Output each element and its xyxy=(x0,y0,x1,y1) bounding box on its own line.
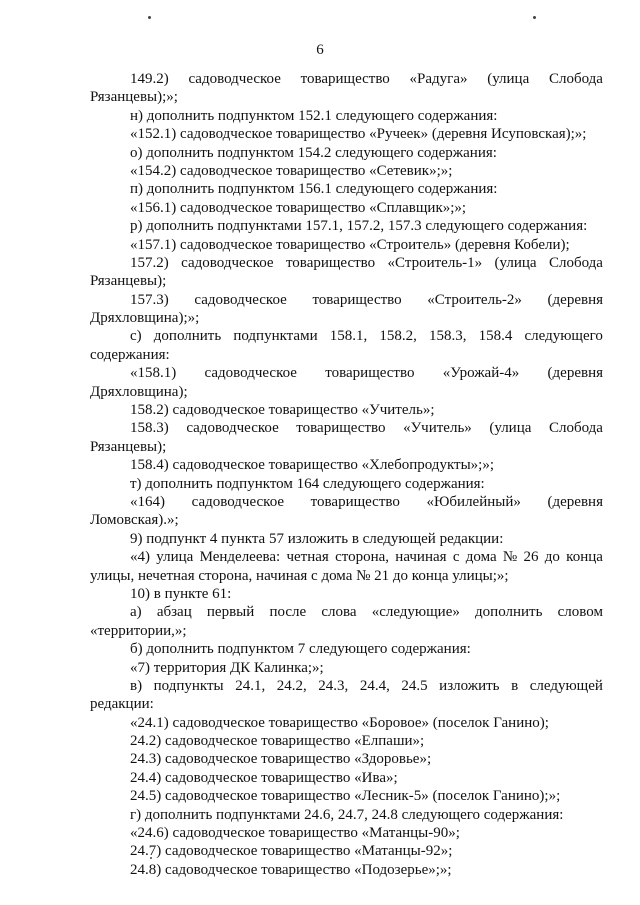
text-line: «154.2) садоводческое товарищество «Сетевик»;»; xyxy=(130,162,453,179)
word: подпункты xyxy=(153,677,224,694)
word: «Строитель-1» xyxy=(387,254,483,271)
word: «164) xyxy=(130,493,165,510)
word: 24.2, xyxy=(276,677,307,694)
text-line: «24.6) садоводческое товарищество «Матанцы-90»; xyxy=(130,825,460,842)
word: слова xyxy=(321,604,357,621)
word: «Строитель-2» xyxy=(427,291,522,308)
word: 24.1, xyxy=(235,677,266,694)
word: садоводческое xyxy=(191,493,285,510)
word: изложить xyxy=(439,677,500,694)
word: «Урожай-4» xyxy=(442,365,520,382)
word: 158.4 xyxy=(478,328,513,345)
document-body xyxy=(90,70,603,879)
text-line: 24.4) садоводческое товарищество «Ива»; xyxy=(130,769,398,786)
page-number: 6 xyxy=(316,42,324,58)
word: № xyxy=(502,549,518,566)
text-line: б) дополнить подпунктом 7 следующего содержания: xyxy=(130,641,471,658)
word: садоводческое xyxy=(186,420,279,437)
word: дополнить xyxy=(153,328,222,345)
word: садоводческое xyxy=(204,365,297,382)
word: «4) xyxy=(130,549,150,566)
word: 157.2) xyxy=(130,254,169,271)
text-line xyxy=(90,677,603,695)
word: товарищество xyxy=(310,493,400,510)
word: с) xyxy=(130,328,142,345)
word: сторона, xyxy=(335,549,390,566)
word: садоводческое xyxy=(188,71,281,87)
word: 158.2, xyxy=(379,328,417,345)
word: товарищество xyxy=(285,254,376,271)
text-line xyxy=(90,419,603,437)
text-line: «152.1) садоводческое товарищество «Ручеек» (деревня Исуповская);»; xyxy=(130,126,587,143)
text-line xyxy=(90,327,603,345)
text-line xyxy=(90,493,603,511)
word: «следующие» xyxy=(371,604,460,621)
word: конца xyxy=(566,549,603,566)
text-line: содержания: xyxy=(90,346,170,363)
word: (улица xyxy=(487,71,530,87)
text-line: 158.4) садоводческое товарищество «Хлебопродукты»;»; xyxy=(130,457,494,474)
text-line: «территории,»; xyxy=(90,622,187,639)
word: после xyxy=(269,604,307,621)
text-line: 24.7) садоводческое товарищество «Матанцы-92»; xyxy=(130,843,453,860)
word: 158.3) xyxy=(130,420,169,437)
text-line xyxy=(90,364,603,382)
scan-dot-top-right xyxy=(533,16,536,19)
text-line: 158.2) садоводческое товарищество «Учитель»; xyxy=(130,402,435,419)
text-line xyxy=(90,291,603,309)
text-line: «157.1) садоводческое товарищество «Строитель» (деревня Кобели); xyxy=(130,236,570,253)
text-line xyxy=(90,70,603,88)
word: «Учитель» xyxy=(403,420,472,437)
word: (улица xyxy=(494,254,537,271)
word: улица xyxy=(156,549,194,566)
text-line: улицы, нечетная сторона, начиная с дома № 21 до конца улицы;»; xyxy=(90,567,509,584)
word: «158.1) xyxy=(130,365,177,382)
word: Слобода xyxy=(548,71,603,87)
text-line: п) дополнить подпунктом 156.1 следующего содержания: xyxy=(130,181,498,198)
text-line: 24.3) садоводческое товарищество «Здоровье»; xyxy=(130,751,432,768)
word: дома xyxy=(465,549,497,566)
word: Слобода xyxy=(548,254,603,271)
word: 158.1, xyxy=(329,328,368,345)
word: (улица xyxy=(489,420,532,437)
text-line: 24.8) садоводческое товарищество «Подозерье»;»; xyxy=(130,861,452,878)
word: первый xyxy=(206,604,255,621)
word: следующего xyxy=(524,328,603,345)
text-line: т) дополнить подпунктом 164 следующего содержания: xyxy=(130,475,485,492)
scan-dot-top-left xyxy=(148,16,151,19)
word: 157.3) xyxy=(130,291,169,308)
word: (деревня xyxy=(547,291,603,308)
text-line: г) дополнить подпунктами 24.6, 24.7, 24.8 следующего содержания: xyxy=(130,806,564,823)
text-line: Дряхловщина); xyxy=(90,383,188,400)
text-line: Рязанцевы);»; xyxy=(90,89,178,106)
text-line: «156.1) садоводческое товарищество «Сплавщик»;»; xyxy=(130,199,467,216)
word: Менделеева: xyxy=(199,549,281,566)
word: 149.2) xyxy=(130,71,169,87)
word: в xyxy=(511,677,519,694)
text-line xyxy=(90,254,603,272)
word: Слобода xyxy=(548,420,603,437)
word: до xyxy=(544,549,560,566)
word: товарищество xyxy=(296,420,386,437)
text-line xyxy=(90,603,603,621)
word: товарищество xyxy=(312,291,402,308)
word: садоводческое xyxy=(181,254,274,271)
text-line: н) дополнить подпунктом 152.1 следующего содержания: xyxy=(130,107,498,124)
text-line: 24.2) садоводческое товарищество «Елпаши»; xyxy=(130,733,425,750)
word: четная xyxy=(286,549,329,566)
word: 24.4, xyxy=(359,677,390,694)
word: 158.3, xyxy=(428,328,467,345)
word: абзац xyxy=(156,604,192,621)
word: (деревня xyxy=(547,365,603,382)
word: следующей xyxy=(529,677,603,694)
text-line: «24.1) садоводческое товарищество «Боровое» (поселок Ганино); xyxy=(130,714,549,731)
text-line: 10) в пункте 61: xyxy=(130,585,232,602)
text-line: р) дополнить подпунктами 157.1, 157.2, 157.3 следующего содержания: xyxy=(130,218,588,235)
word: в) xyxy=(130,677,143,694)
word: «Радуга» xyxy=(409,71,468,87)
text-line: Дряхловщина);»; xyxy=(90,310,200,327)
text-line: 24.5) садоводческое товарищество «Лесник-5» (поселок Ганино);»; xyxy=(130,788,561,805)
word: 24.3, xyxy=(318,677,349,694)
word: с xyxy=(452,549,460,566)
word: «Юбилейный» xyxy=(426,493,521,510)
word: 26 xyxy=(523,549,539,566)
word: дополнить xyxy=(475,604,543,621)
text-line: «7) территория ДК Калинка;»; xyxy=(130,659,324,676)
word: товарищество xyxy=(325,365,415,382)
text-line: Рязанцевы); xyxy=(90,438,167,455)
text-line: редакции: xyxy=(90,696,154,713)
word: товарищество xyxy=(300,71,390,87)
word: начиная xyxy=(395,549,447,566)
text-line: 9) подпункт 4 пункта 57 изложить в следующей редакции: xyxy=(130,530,504,547)
text-line: о) дополнить подпунктом 154.2 следующего содержания: xyxy=(130,144,497,161)
text-line: Ломовская).»; xyxy=(90,512,179,529)
word: садоводческое xyxy=(194,291,287,308)
word: а) xyxy=(130,604,142,621)
word: 24.5 xyxy=(401,677,428,694)
text-line xyxy=(90,548,603,566)
word: (деревня xyxy=(547,493,603,510)
word: подпунктами xyxy=(233,328,318,345)
text-line: Рязанцевы); xyxy=(90,273,167,290)
word: словом xyxy=(557,604,603,621)
